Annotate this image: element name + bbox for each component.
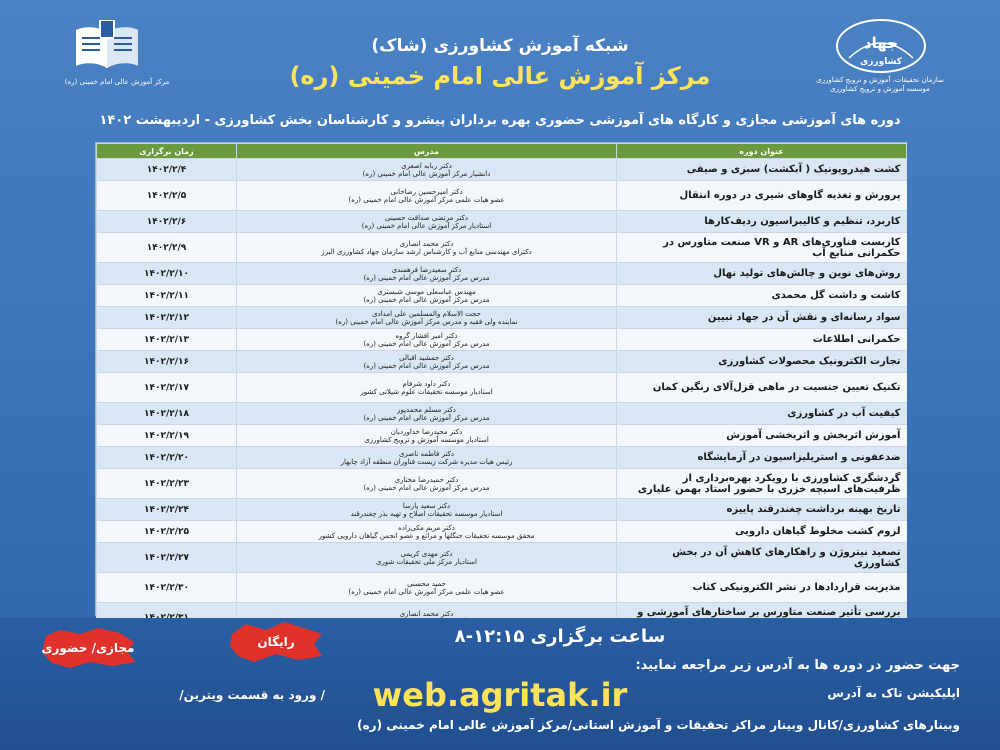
jihad-logo-caption: سازمان تحقیقات، آموزش و ترویج کشاورزی موسسه آموزش و ترویج کشاورزی: [816, 76, 944, 93]
schedule-table: [95, 142, 907, 616]
course-date: ۱۴۰۲/۲/۴: [97, 159, 237, 181]
course-date: ۱۴۰۲/۲/۱۹: [97, 425, 237, 447]
header: [0, 0, 1000, 108]
course-title: تصعید نیتروژن و راهکارهای کاهش آن در بخش کشاورزی: [617, 543, 907, 573]
table-header-row: [97, 144, 907, 159]
college-logo: [62, 20, 172, 98]
course-date: ۱۴۰۲/۲/۱۶: [97, 351, 237, 373]
college-logo-caption: مرکز آموزش عالی امام خمینی (ره): [64, 78, 170, 86]
mode-badge: [40, 628, 136, 668]
course-date: ۱۴۰۲/۲/۱۷: [97, 373, 237, 403]
course-teacher: مهندس عباسعلی موسی شبستری مدرس مرکز آموزش عالی امام خمینی (ره): [237, 285, 617, 307]
course-teacher: دکتر سعید پارسا استادیار موسسه تحقیقات اصلاح و تهیه بذر چغندرقند: [237, 499, 617, 521]
table-row: [97, 351, 907, 373]
table-row: [97, 403, 907, 425]
course-title: تاریخ بهینه برداشت چغندرقند پاییزه: [617, 499, 907, 521]
course-title: حکمرانی اطلاعات: [617, 329, 907, 351]
course-title: کاربست فناوری‌های AR و VR صنعت متاورس در حکمرانی منابع آب: [617, 233, 907, 263]
course-teacher: دکتر ربابه اصغری دانشیار مرکز آموزش عالی امام خمینی (ره): [237, 159, 617, 181]
header-topic: عنوان دوره: [617, 144, 907, 159]
course-teacher: حمید محسنی عضو هیات علمی مرکز آموزش عالی امام خمینی (ره): [237, 573, 617, 603]
course-title: کاشت و داشت گل محمدی: [617, 285, 907, 307]
course-teacher: دکتر فاطمه ناصری رئیس هیات مدیره شرکت زیست فناوران منطقه آزاد چابهار: [237, 447, 617, 469]
table-row: [97, 469, 907, 499]
header-date: زمان برگزاری: [97, 144, 237, 159]
table-row: [97, 521, 907, 543]
footer: [0, 618, 1000, 750]
svg-text:جهاد: جهاد: [863, 34, 899, 52]
course-date: ۱۴۰۲/۲/۶: [97, 211, 237, 233]
table-row: [97, 425, 907, 447]
website-link[interactable]: web.agritak.ir: [372, 676, 628, 714]
course-date: ۱۴۰۲/۲/۲۵: [97, 521, 237, 543]
table-row: [97, 543, 907, 573]
jihad-seal-icon: [835, 18, 927, 74]
app-instructions: اپلیکیشن تاک به آدرس: [827, 686, 960, 700]
book-logo-icon: [72, 20, 142, 70]
table-row: [97, 307, 907, 329]
table-row: [97, 263, 907, 285]
course-teacher: دکتر مجیدرضا خداوردیان استادیار موسسه آموزش و ترویج کشاورزی: [237, 425, 617, 447]
course-title: بررسی تأثیر صنعت متاورس بر ساختارهای آموزشی و: [617, 603, 907, 633]
course-teacher: دکتر امیرحسین رضاخانی عضو هیات علمی مرکز آموزش عالی امام خمینی (ره): [237, 181, 617, 211]
session-time: ساعت برگزاری ۱۲:۱۵-۸: [454, 626, 666, 647]
course-teacher: دکتر حمیدرضا مختاری مدرس مرکز آموزش عالی امام خمینی (ره): [237, 469, 617, 499]
course-teacher: دکتر سعیدرضا فرهمندی مدرس مرکز آموزش عالی امام خمینی (ره): [237, 263, 617, 285]
course-teacher: دکتر مسلم محمدپور مدرس مرکز آموزش عالی امام خمینی (ره): [237, 403, 617, 425]
course-date: ۱۴۰۲/۲/۲۴: [97, 499, 237, 521]
table-row: [97, 373, 907, 403]
course-date: ۱۴۰۲/۲/۱۸: [97, 403, 237, 425]
table-row: [97, 499, 907, 521]
course-date: ۱۴۰۲/۲/۲۰: [97, 447, 237, 469]
course-date: ۱۴۰۲/۲/۲۳: [97, 469, 237, 499]
free-badge: [228, 622, 324, 662]
mode-badge-label: مجازی/ حضوری: [41, 641, 135, 655]
course-title: لزوم کشت مخلوط گیاهان دارویی: [617, 521, 907, 543]
poster-subtitle: دوره های آموزشی مجازی و کارگاه های آموزشی حضوری بهره برداران پیشرو و کارشناسان بخش کشاورزی - اردیبهشت ۱۴۰۲: [99, 113, 901, 128]
course-title: پرورش و تغذیه گاوهای شیری در دوره انتقال: [617, 181, 907, 211]
course-date: ۱۴۰۲/۲/۱۱: [97, 285, 237, 307]
table-row: [97, 181, 907, 211]
course-title: روش‌های نوین و چالش‌های تولید نهال: [617, 263, 907, 285]
table-row: [97, 211, 907, 233]
table-row: [97, 447, 907, 469]
course-title: آموزش اثربخش و اثربخشی آموزش: [617, 425, 907, 447]
center-title: مرکز آموزش عالی امام خمینی (ره): [289, 62, 711, 90]
header-teacher: مدرس: [237, 144, 617, 159]
course-title: سواد رسانه‌ای و نقش آن در جهاد تبیین: [617, 307, 907, 329]
course-teacher: دکتر مریم مکی‌زاده محقق موسسه تحقیقات جنگلها و مراتع و عضو انجمن گیاهان دارویی کشور: [237, 521, 617, 543]
table-row: [97, 285, 907, 307]
course-date: ۱۴۰۲/۲/۳۰: [97, 573, 237, 603]
course-date: ۱۴۰۲/۲/۱۰: [97, 263, 237, 285]
course-date: ۱۴۰۲/۲/۵: [97, 181, 237, 211]
table-row: [97, 573, 907, 603]
course-teacher: دکتر مرتضی صداقت حسینی استادیار مرکز آموزش عالی امام خمینی (ره): [237, 211, 617, 233]
course-teacher: دکتر داود شرفام استادیار موسسه تحقیقات علوم شیلاتی کشور: [237, 373, 617, 403]
course-teacher: دکتر مهدی کریمی استادیار مرکز ملی تحقیقات شوری: [237, 543, 617, 573]
course-teacher: دکتر محمد انصاری: [237, 603, 617, 633]
course-teacher: دکتر جمشید اقبالی مدرس مرکز آموزش عالی امام خمینی (ره): [237, 351, 617, 373]
course-date: ۱۴۰۲/۲/۹: [97, 233, 237, 263]
course-date: ۱۴۰۲/۲/۲۷: [97, 543, 237, 573]
course-title: کیفیت آب در کشاورزی: [617, 403, 907, 425]
course-date: ۱۴۰۲/۲/۱۲: [97, 307, 237, 329]
table-row: [97, 233, 907, 263]
svg-text:کشاورزی: کشاورزی: [860, 57, 902, 67]
course-teacher: حجت الاسلام والمسلمین علی امدادی نماینده ولی فقیه و مدرس مرکز آموزش عالی امام خمینی (ره): [237, 307, 617, 329]
table-row: [97, 159, 907, 181]
course-title: گردشگری کشاورزی با رویکرد بهره‌برداری از ظرفیت‌های اسیچه خزری با حضور استاد بهمن علیاری: [617, 469, 907, 499]
course-teacher: دکتر محمد انصاری دکترای مهندسی منابع آب و کارشناس ارشد سازمان جهاد کشاورزی البرز: [237, 233, 617, 263]
vitrin-instructions: / ورود به قسمت ویترین/: [179, 688, 325, 702]
jihad-logo: [815, 18, 945, 98]
course-title: تجارت الکترونیک محصولات کشاورزی: [617, 351, 907, 373]
attend-instructions: جهت حضور در دوره ها به آدرس زیر مراجعه نمایید:: [635, 658, 960, 673]
table-row: [97, 329, 907, 351]
course-title: کاربرد، تنظیم و کالیبراسیون ردیف‌کارها: [617, 211, 907, 233]
free-badge-label: رایگان: [257, 635, 295, 649]
course-title: کشت هیدروپونیک ( آبکشت) سبزی و صیفی: [617, 159, 907, 181]
course-title: ضدعفونی و استریلیزاسیون در آزمایشگاه: [617, 447, 907, 469]
course-date: ۱۴۰۲/۲/۱۳: [97, 329, 237, 351]
network-title: شبکه آموزش کشاورزی (شاک): [371, 36, 629, 56]
webinars-path: وبینارهای کشاورزی/کانال وبینار مراکز تحقیقات و آموزش استانی/مرکز آموزش عالی امام خمینی (ره): [357, 718, 960, 732]
course-title: مدیریت قراردادها در نشر الکترونیکی کتاب: [617, 573, 907, 603]
course-title: تکنیک تعیین جنسیت در ماهی قزل‌آلای رنگین کمان: [617, 373, 907, 403]
course-teacher: دکتر امیر افشار گروه مدرس مرکز آموزش عالی امام خمینی (ره): [237, 329, 617, 351]
